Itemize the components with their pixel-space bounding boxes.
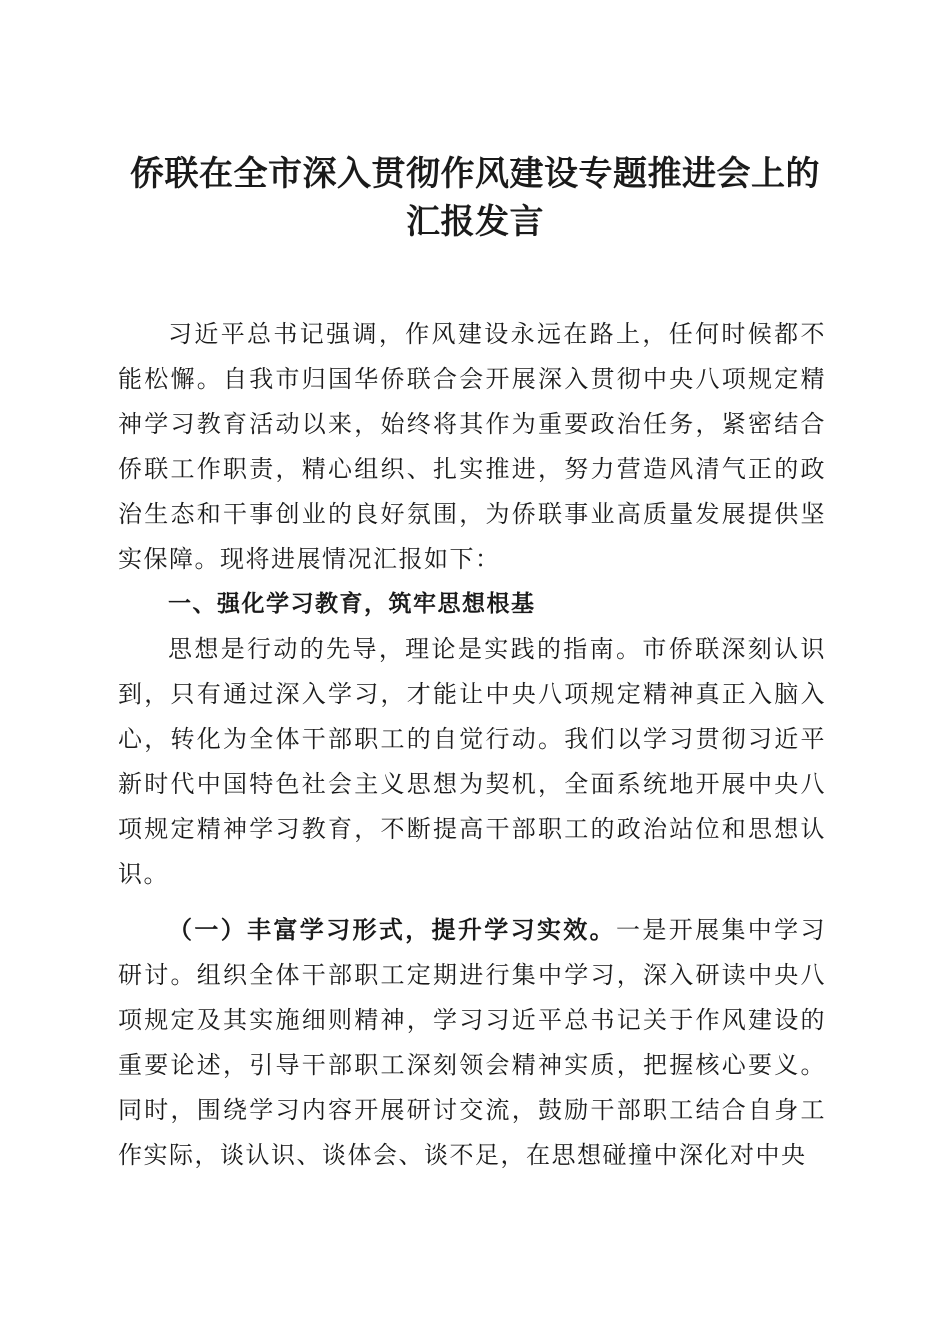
subsection-1-text: 一是开展集中学习研讨。组织全体干部职工定期进行集中学习，深入研读中央八项规定及其实施细则精神，学习习近平总书记关于作风建设的重要论述，引导干部职工深刻领会精神实质，把握核心要义。同时，围绕学习内容开展研讨交流，鼓励干部职工结合自身工作实际，谈认识、谈体会、谈不足，在思想碰撞中深化对中央: [118, 916, 827, 1169]
subsection-heading-1: （一）丰富学习形式，提升学习实效。: [168, 915, 617, 944]
document-body: [118, 312, 826, 1178]
intro-paragraph: 习近平总书记强调，作风建设永远在路上，任何时候都不能松懈。自我市归国华侨联合会开展深入贯彻中央八项规定精神学习教育活动以来，始终将其作为重要政治任务，紧密结合侨联工作职责，精心组织、扎实推进，努力营造风清气正的政治生态和干事创业的良好氛围，为侨联事业高质量发展提供坚实保障。现将进展情况汇报如下：: [118, 320, 826, 573]
section-heading-1: 一、强化学习教育，筑牢思想根基: [168, 591, 536, 617]
section-1-paragraph: 思想是行动的先导，理论是实践的指南。市侨联深刻认识到，只有通过深入学习，才能让中央八项规定精神真正入脑入心，转化为全体干部职工的自觉行动。我们以学习贯彻习近平新时代中国特色社会主义思想为契机，全面系统地开展中央八项规定精神学习教育，不断提高干部职工的政治站位和思想认识。: [118, 635, 826, 888]
title-line-1: 侨联在全市深入贯彻作风建设专题推进会上的: [130, 154, 820, 194]
subsection-1-paragraph: [118, 907, 826, 1178]
document-title: [100, 150, 850, 246]
title-line-2: 汇报发言: [406, 202, 544, 242]
